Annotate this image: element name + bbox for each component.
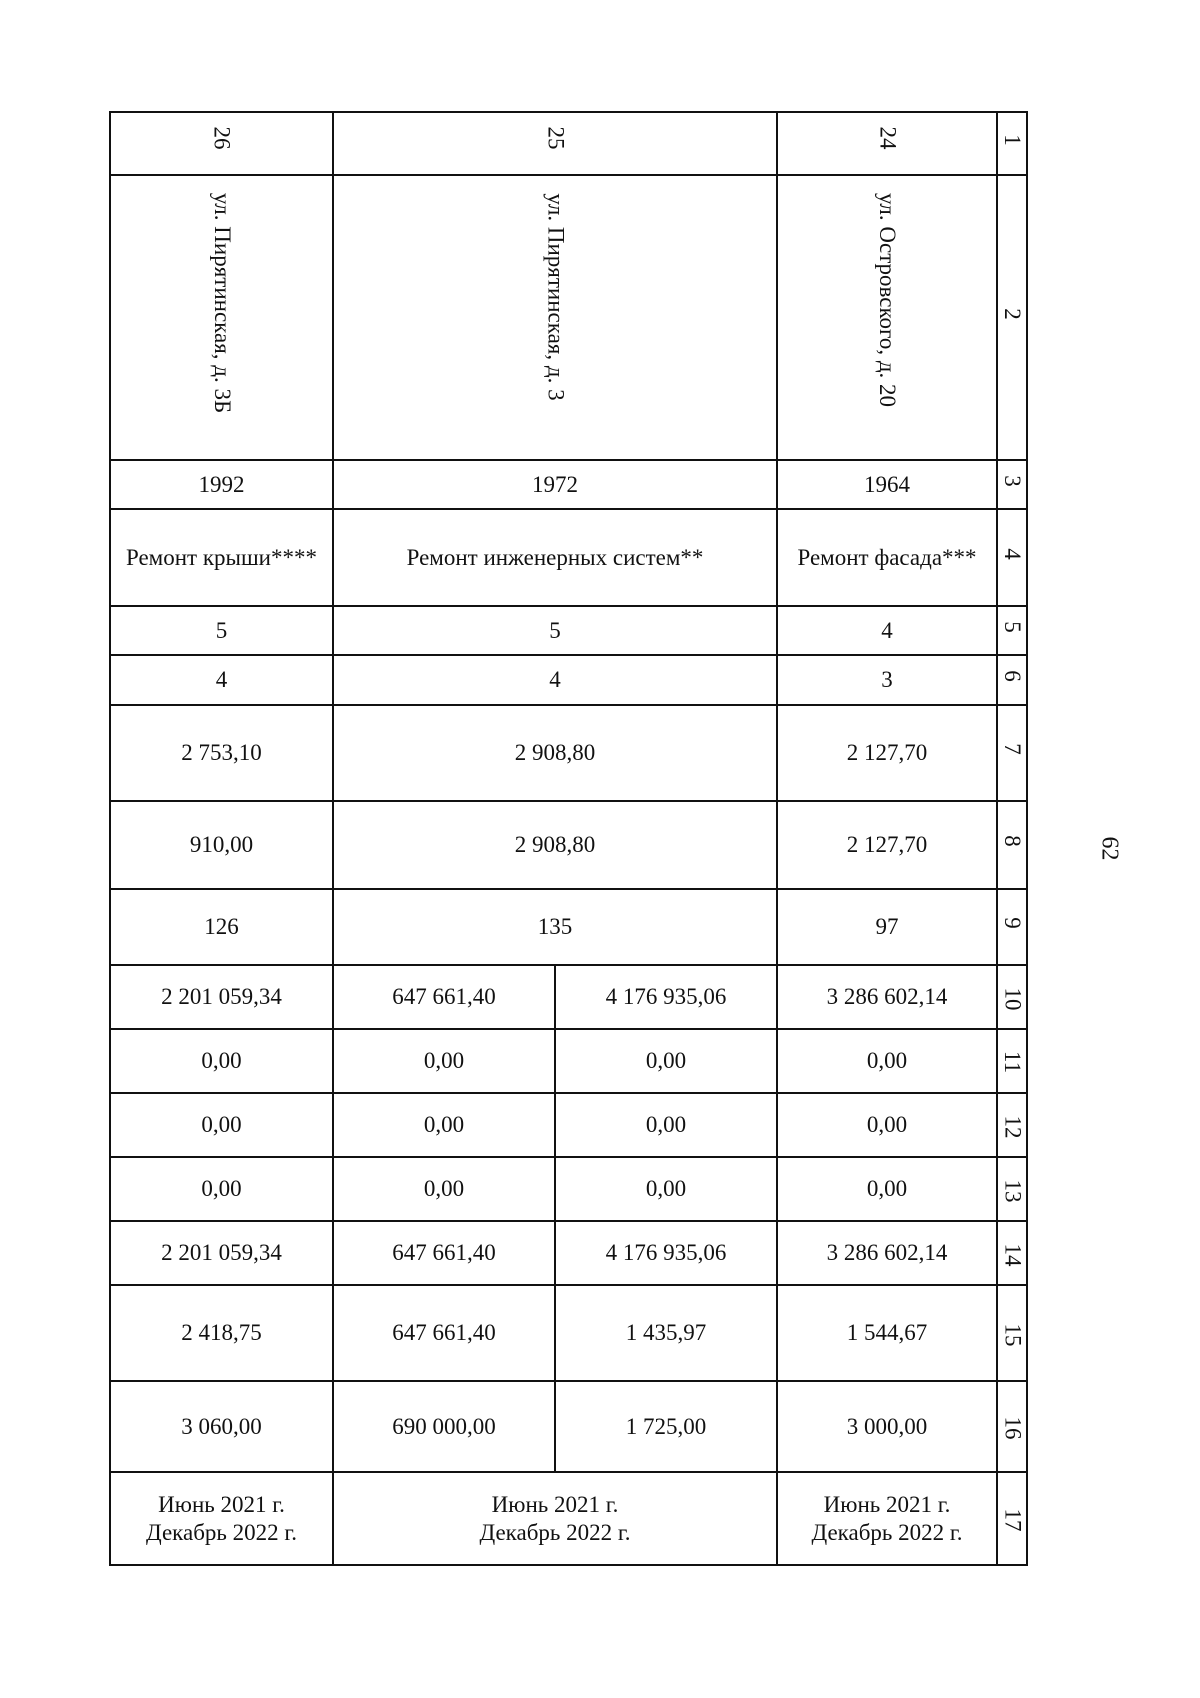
work-type [777, 509, 997, 606]
cell-col8 [333, 801, 777, 889]
cell-col14-b-text: 4 176 935,06 [605, 1240, 727, 1265]
work-period-text: Июнь 2021 г. Декабрь 2022 г. [811, 1491, 963, 1545]
cell-col12-text: 0,00 [201, 1112, 242, 1137]
work-period [333, 1472, 777, 1565]
cell-col10 [777, 965, 997, 1029]
cell-col16-b [555, 1381, 777, 1472]
cell-col6-text: 4 [549, 667, 561, 692]
cell-col12-a [333, 1093, 555, 1157]
work-type-text: Ремонт инженерных систем** [406, 544, 704, 570]
year-built-text: 1972 [532, 471, 578, 497]
cell-col8-text: 2 127,70 [846, 832, 928, 857]
cell-col7 [777, 705, 997, 801]
cell-col15-text: 1 544,67 [846, 1320, 928, 1345]
entry-address: ул. Пирятинская, д. 3 [543, 192, 569, 401]
cell-col10-text: 3 286 602,14 [826, 984, 948, 1009]
row-number: 8 [999, 835, 1025, 847]
row-number: 9 [999, 917, 1025, 929]
row-number: 5 [999, 620, 1025, 633]
cell-col16 [777, 1381, 997, 1472]
row-number: 6 [999, 670, 1025, 682]
cell-col16 [110, 1381, 333, 1472]
cell-col12 [110, 1093, 333, 1157]
work-type-text: Ремонт фасада*** [797, 544, 977, 570]
cell-col12-a-text: 0,00 [423, 1112, 465, 1137]
cell-col16-a-text: 690 000,00 [392, 1413, 496, 1439]
cell-col9 [333, 889, 777, 965]
entry-address: ул. Островского, д. 20 [875, 192, 901, 408]
cell-col14-b [555, 1221, 777, 1285]
cell-col12 [777, 1093, 997, 1157]
row-number: 15 [1000, 1323, 1025, 1346]
cell-col14-text: 2 201 059,34 [161, 1240, 282, 1265]
year-built-text: 1992 [198, 471, 245, 497]
cell-col5-text: 5 [215, 617, 228, 643]
cell-col11-a-text: 0,00 [423, 1048, 465, 1073]
work-period-text: Июнь 2021 г. Декабрь 2022 г. [146, 1491, 297, 1545]
page-number: 62 [1096, 836, 1123, 861]
cell-col12-b-text: 0,00 [645, 1112, 687, 1137]
cell-col7 [333, 705, 777, 801]
row-number: 17 [1000, 1508, 1025, 1532]
cell-col13 [110, 1157, 333, 1221]
cell-col16-b-text: 1 725,00 [625, 1413, 707, 1439]
cell-col14-text: 3 286 602,14 [826, 1240, 948, 1265]
cell-col13-a [333, 1157, 555, 1221]
cell-col10-b [555, 965, 777, 1029]
column-rule [1026, 111, 1028, 1566]
year-built [110, 460, 333, 509]
cell-col14-a [333, 1221, 555, 1285]
cell-col11 [777, 1029, 997, 1093]
cell-col9-text: 126 [204, 914, 239, 939]
cell-col15-a [333, 1285, 555, 1381]
cell-col6 [333, 655, 777, 705]
cell-col5 [777, 606, 997, 655]
cell-col14-a-text: 647 661,40 [392, 1240, 496, 1265]
cell-col13-b [555, 1157, 777, 1221]
cell-col11 [110, 1029, 333, 1093]
cell-col11-a [333, 1029, 555, 1093]
row-number: 10 [1000, 987, 1025, 1010]
cell-col7-text: 2 908,80 [514, 740, 596, 765]
cell-col16-text: 3 000,00 [846, 1413, 928, 1439]
cell-col6-text: 4 [215, 667, 228, 692]
cell-col11-b-text: 0,00 [645, 1048, 687, 1073]
work-type-text: Ремонт крыши**** [125, 544, 317, 570]
cell-col15-a-text: 647 661,40 [392, 1320, 496, 1345]
cell-col13-text: 0,00 [201, 1176, 242, 1201]
row-rule [109, 111, 1028, 113]
cell-col15-b [555, 1285, 777, 1381]
row-number: 14 [1000, 1243, 1025, 1266]
row-number: 16 [1000, 1416, 1025, 1440]
cell-col9 [777, 889, 997, 965]
work-type [110, 509, 333, 606]
cell-col8-text: 910,00 [189, 832, 254, 857]
row-number: 11 [1000, 1050, 1026, 1074]
entry-number: 25 [543, 126, 568, 149]
entry-number: 24 [875, 126, 900, 149]
cell-col15 [110, 1285, 333, 1381]
cell-col13-text: 0,00 [866, 1176, 908, 1201]
cell-col11-b [555, 1029, 777, 1093]
cell-col10-a-text: 647 661,40 [392, 984, 496, 1009]
row-number: 3 [999, 474, 1025, 487]
cell-col13 [777, 1157, 997, 1221]
cell-col8 [777, 801, 997, 889]
year-built [777, 460, 997, 509]
year-built [333, 460, 777, 509]
cell-col11-text: 0,00 [201, 1048, 242, 1073]
row-number: 4 [999, 547, 1025, 560]
cell-col7 [110, 705, 333, 801]
entry-address: ул. Пирятинская, д. 3Б [209, 192, 235, 414]
row-rule [109, 174, 1028, 176]
cell-col8-text: 2 908,80 [514, 832, 596, 857]
cell-col6 [110, 655, 333, 705]
cell-col5-text: 4 [881, 617, 893, 643]
row-number: 1 [999, 133, 1025, 146]
row-number: 13 [1000, 1179, 1025, 1202]
cell-col12-text: 0,00 [866, 1112, 908, 1137]
cell-col15 [777, 1285, 997, 1381]
year-built-text: 1964 [864, 471, 910, 497]
cell-col14 [777, 1221, 997, 1285]
cell-col8 [110, 801, 333, 889]
cell-col9-text: 97 [875, 914, 899, 939]
work-type [333, 509, 777, 606]
cell-col13-a-text: 0,00 [423, 1176, 465, 1201]
row-number: 2 [999, 307, 1025, 320]
row-number: 7 [999, 743, 1025, 755]
cell-col5-text: 5 [549, 617, 561, 643]
cell-col14 [110, 1221, 333, 1285]
entry-number: 26 [209, 126, 235, 149]
cell-col6-text: 3 [881, 667, 893, 692]
cell-col9-text: 135 [537, 914, 573, 939]
cell-col13-b-text: 0,00 [645, 1176, 687, 1201]
cell-col6 [777, 655, 997, 705]
cell-col7-text: 2 127,70 [846, 740, 928, 765]
work-period [110, 1472, 333, 1565]
cell-col12-b [555, 1093, 777, 1157]
cell-col15-text: 2 418,75 [181, 1320, 262, 1345]
row-number: 12 [1000, 1115, 1025, 1138]
cell-col10-text: 2 201 059,34 [161, 984, 282, 1009]
cell-col5 [333, 606, 777, 655]
cell-col5 [110, 606, 333, 655]
cell-col16-text: 3 060,00 [181, 1413, 262, 1439]
cell-col10-b-text: 4 176 935,06 [605, 984, 727, 1009]
work-period [777, 1472, 997, 1565]
cell-col9 [110, 889, 333, 965]
cell-col10 [110, 965, 333, 1029]
work-period-text: Июнь 2021 г. Декабрь 2022 г. [479, 1491, 631, 1545]
cell-col10-a [333, 965, 555, 1029]
cell-col16-a [333, 1381, 555, 1472]
cell-col7-text: 2 753,10 [181, 740, 262, 765]
cell-col15-b-text: 1 435,97 [625, 1320, 707, 1345]
cell-col11-text: 0,00 [866, 1048, 908, 1073]
